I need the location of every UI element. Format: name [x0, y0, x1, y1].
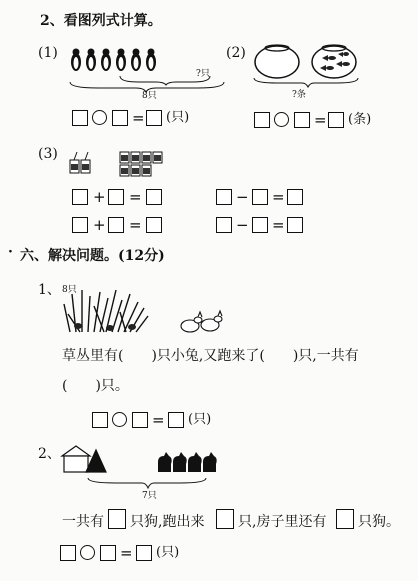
- answer-box[interactable]: [216, 189, 232, 205]
- total-label: 7只: [142, 491, 157, 501]
- text-part-c: 只,房子里还有: [238, 514, 327, 530]
- unit-label: (只): [188, 412, 212, 427]
- text-part-a: 一共有: [62, 514, 104, 530]
- answer-box[interactable]: [252, 217, 268, 233]
- section-bullet: ·: [8, 244, 13, 260]
- answer-box[interactable]: [108, 509, 126, 529]
- grass-rabbits-illustration: [60, 286, 160, 334]
- answer-box[interactable]: [216, 217, 232, 233]
- operator-circle[interactable]: [274, 112, 289, 127]
- answer-box[interactable]: [216, 509, 234, 529]
- unit-label: (只): [166, 110, 190, 125]
- answer-box[interactable]: [287, 217, 303, 233]
- answer-box[interactable]: [60, 545, 76, 561]
- count-label: 8只: [62, 285, 77, 295]
- answer-box[interactable]: [294, 112, 310, 128]
- answer-box[interactable]: [100, 545, 116, 561]
- minus-sign: −: [236, 216, 249, 234]
- answer-box[interactable]: [287, 189, 303, 205]
- unit-label: (只): [156, 545, 180, 560]
- equals-sign: =: [314, 111, 327, 129]
- answer-box[interactable]: [146, 217, 162, 233]
- answer-box[interactable]: [136, 545, 152, 561]
- answer-box[interactable]: [112, 110, 128, 126]
- penguins-illustration: [68, 46, 168, 76]
- operator-circle[interactable]: [92, 110, 107, 125]
- answer-box[interactable]: [254, 112, 270, 128]
- answer-box[interactable]: [72, 110, 88, 126]
- problem-6-1-number: 1、: [38, 282, 61, 298]
- equals-sign: =: [272, 188, 285, 206]
- total-label: 8只: [142, 91, 157, 101]
- equals-sign: =: [120, 544, 133, 562]
- answer-box[interactable]: [146, 110, 162, 126]
- problem-3-label: (3): [38, 146, 58, 162]
- text-part-b: 只狗,跑出来: [130, 514, 205, 530]
- running-rabbits-illustration: [178, 312, 226, 334]
- problem-2-label: (2): [226, 45, 246, 61]
- operator-circle[interactable]: [112, 412, 127, 427]
- cups-illustration: [68, 144, 168, 180]
- equals-sign: =: [129, 188, 142, 206]
- answer-box[interactable]: [108, 217, 124, 233]
- text-part-d: 只狗。: [358, 514, 400, 530]
- answer-box[interactable]: [168, 412, 184, 428]
- answer-box[interactable]: [328, 112, 344, 128]
- question-mark-label: ?只: [196, 69, 210, 79]
- problem-6-1-text-line2: ( )只。: [62, 378, 129, 394]
- problem-6-1-text-line1: 草丛里有( )只小兔,又跑来了( )只,一共有: [62, 348, 359, 364]
- plus-sign: +: [93, 188, 106, 206]
- question-label: ?条: [292, 90, 306, 100]
- brace-fish: [252, 76, 362, 88]
- unit-label: (条): [348, 112, 372, 127]
- equals-sign: =: [132, 109, 145, 127]
- answer-box[interactable]: [72, 217, 88, 233]
- operator-circle[interactable]: [80, 545, 95, 560]
- plus-sign: +: [93, 216, 106, 234]
- section-2-title: 2、看图列式计算。: [40, 13, 162, 29]
- equals-sign: =: [129, 216, 142, 234]
- equals-sign: =: [272, 216, 285, 234]
- answer-box[interactable]: [146, 189, 162, 205]
- equals-sign: =: [152, 411, 165, 429]
- section-6-title: 六、解决问题。(12分): [20, 248, 165, 264]
- problem-6-2-number: 2、: [38, 446, 61, 462]
- answer-box[interactable]: [92, 412, 108, 428]
- problem-1-label: (1): [38, 45, 58, 61]
- answer-box[interactable]: [252, 189, 268, 205]
- answer-box[interactable]: [108, 189, 124, 205]
- answer-box[interactable]: [336, 509, 354, 529]
- answer-box[interactable]: [132, 412, 148, 428]
- minus-sign: −: [236, 188, 249, 206]
- answer-box[interactable]: [72, 189, 88, 205]
- house-dogs-illustration: [62, 444, 222, 476]
